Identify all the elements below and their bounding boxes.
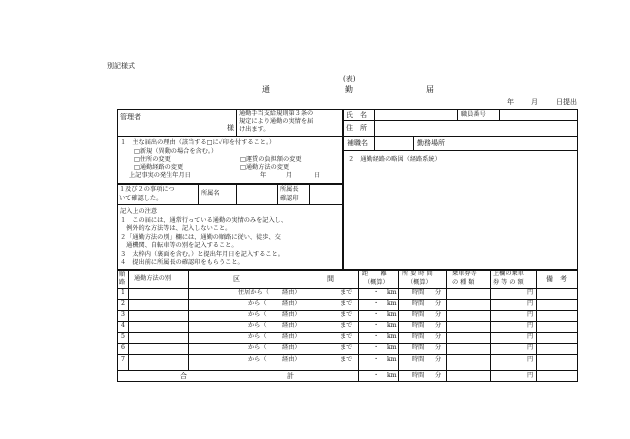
row-1-km: km	[387, 289, 397, 296]
sec1-opt-address: □住所の変更	[134, 156, 171, 163]
rule-col-distance	[398, 269, 399, 381]
row-3-to: まで	[340, 311, 353, 318]
row-3-min: 分	[435, 311, 442, 318]
th-order-2: 路	[119, 279, 126, 286]
sec1-opt-method: □通勤方法の変更	[240, 164, 290, 171]
row-2-hour: 時間	[412, 300, 425, 307]
rule-col-ticket	[490, 269, 491, 381]
row-2-from: から（	[248, 300, 267, 307]
name-label: 氏 名	[346, 111, 367, 119]
workplace-label: 勤務場所	[417, 139, 445, 147]
rule-top-section	[117, 136, 578, 137]
row-5-via: 経由）	[282, 333, 301, 340]
row-4-min: 分	[435, 322, 442, 329]
row-1-dot: ・	[373, 289, 380, 296]
row-7-yen: 円	[527, 356, 534, 363]
row-7-km: km	[387, 356, 397, 363]
rule-assist-label	[374, 136, 375, 150]
row-5-to: まで	[340, 333, 353, 340]
total-kei: 計	[287, 372, 294, 380]
rule-staffno-left	[457, 109, 458, 120]
confirm-text-2: いて確認した。	[119, 195, 163, 202]
rule-statement-left	[236, 109, 237, 136]
dept-name-label: 所属名	[201, 190, 220, 197]
row-3-via: 経由）	[282, 311, 301, 318]
row-7-from: から（	[248, 356, 267, 363]
date-month: 月	[531, 98, 538, 106]
rule-workplace-left	[413, 136, 414, 150]
rule-confirm-3	[277, 183, 278, 204]
sec1-day: 日	[314, 172, 321, 179]
th-ticket-2: の 種 類	[452, 279, 475, 286]
row-6-km: km	[387, 344, 397, 351]
rule-top	[117, 109, 578, 110]
row-1-no: 1	[121, 289, 125, 296]
row-1-min: 分	[435, 289, 442, 296]
row-3-dot: ・	[373, 311, 380, 318]
notes-line-6: ４ 提出前に所属長の確認印をもらうこと。	[120, 259, 244, 266]
sec1-heading: １ 主な届出の理由（該当する□に✓印を付すること。）	[120, 139, 276, 146]
date-year: 年	[507, 98, 514, 106]
row-1-from: 住居から（	[238, 289, 269, 296]
row-4-no: 4	[121, 322, 125, 329]
row-1-yen: 円	[527, 289, 534, 296]
th-section-ku: 区	[233, 275, 240, 283]
row-5-yen: 円	[527, 333, 534, 340]
row-6-min: 分	[435, 344, 442, 351]
row-2-to: まで	[340, 300, 353, 307]
statement-line-1: 通勤手当支給規則第３条の	[239, 110, 314, 117]
row-5-no: 5	[121, 333, 125, 340]
th-ticket-1: 乗車券等	[452, 270, 477, 277]
rule-center-thick	[342, 109, 344, 269]
th-order-1: 順	[119, 271, 126, 278]
statement-line-3: け出ます。	[239, 126, 270, 133]
row-5-hour: 時間	[412, 333, 425, 340]
row-4-yen: 円	[527, 322, 534, 329]
row-7-via: 経由）	[282, 356, 301, 363]
th-time-1: 所 要 時 間	[402, 270, 433, 277]
row-7-dot: ・	[373, 356, 380, 363]
row-3-km: km	[387, 311, 397, 318]
row-3-hour: 時間	[412, 311, 425, 318]
rule-assist-row	[343, 150, 578, 151]
row-7-no: 7	[121, 356, 125, 363]
notes-title: 記入上の注意	[120, 208, 158, 215]
address-label: 住 所	[346, 124, 367, 132]
th-fare-2: 券 等 の 額	[493, 279, 524, 286]
row-5-min: 分	[435, 333, 442, 340]
row-4-via: 経由）	[282, 322, 301, 329]
rule-bottom	[117, 381, 578, 382]
row-5-km: km	[387, 333, 397, 340]
statement-line-2: 規定により通勤の実情を届	[239, 118, 314, 125]
sec1-opt-fare: □運賃の負担額の変更	[240, 156, 302, 163]
row-2-via: 経由）	[282, 300, 301, 307]
row-6-hour: 時間	[412, 344, 425, 351]
assist-name-label: 補職名	[347, 139, 368, 147]
annex-label: 別記様式	[107, 62, 135, 70]
sec2-heading: ２ 通勤経路の略図（経路系統）	[348, 156, 441, 163]
rule-name-label	[374, 109, 375, 136]
notes-line-3: ２「通勤方法の別」欄には、通勤の順路に従い、徒歩、交	[120, 234, 281, 241]
row-3-from: から（	[248, 311, 267, 318]
th-remarks: 備 考	[546, 275, 567, 283]
date-day-submit: 日提出	[556, 98, 577, 106]
th-section-kan: 間	[327, 275, 334, 283]
row-1-to: まで	[340, 289, 353, 296]
row-4-from: から（	[248, 322, 267, 329]
row-2-yen: 円	[527, 300, 534, 307]
row-1-via: 経由）	[282, 289, 301, 296]
rule-col-method	[188, 269, 189, 371]
sec1-event-date: 上記事実の発生年月日	[129, 172, 191, 179]
stamp-label-1: 所属長	[280, 186, 299, 193]
rule-confirm-4	[309, 183, 310, 204]
confirm-text-1: １及び２の事項につ	[119, 186, 175, 193]
rule-name-row	[343, 120, 578, 121]
total-yen: 円	[527, 372, 534, 379]
rule-confirm-2	[236, 183, 237, 204]
rule-col-time	[446, 269, 447, 381]
title-char-3: 届	[426, 85, 434, 94]
total-min: 分	[435, 372, 442, 379]
total-dot: ・	[373, 372, 380, 379]
manager-sama: 様	[227, 124, 234, 132]
th-distance-2: （概算）	[364, 279, 389, 286]
total-go: 合	[180, 372, 187, 380]
row-2-min: 分	[435, 300, 442, 307]
row-5-dot: ・	[373, 333, 380, 340]
row-4-km: km	[387, 322, 397, 329]
rule-col-no	[128, 269, 129, 371]
row-3-no: 3	[121, 311, 125, 318]
row-6-dot: ・	[373, 344, 380, 351]
row-4-to: まで	[340, 322, 353, 329]
rule-col-section	[358, 269, 359, 381]
notes-line-4: 通機関、自転車等の別を記入すること。	[120, 242, 238, 249]
sec1-month: 月	[286, 172, 293, 179]
sec1-opt-new: □新規（異動の場合を含む。）	[134, 148, 218, 155]
stamp-label-2: 確認印	[280, 195, 299, 202]
rule-row-7	[117, 370, 578, 371]
row-1-hour: 時間	[412, 289, 425, 296]
rule-left	[117, 109, 118, 382]
th-fare-1: 上欄の乗車	[493, 270, 524, 277]
row-6-to: まで	[340, 344, 353, 351]
row-7-min: 分	[435, 356, 442, 363]
row-6-no: 6	[121, 344, 125, 351]
staff-no-label: 職員番号	[461, 111, 486, 118]
row-7-hour: 時間	[412, 356, 425, 363]
total-km: km	[387, 372, 397, 379]
row-6-yen: 円	[527, 344, 534, 351]
th-method: 通勤方法の別	[134, 275, 172, 282]
rule-staffno-right	[499, 109, 500, 120]
side-label: (表)	[343, 75, 356, 83]
rule-confirm-bottom	[117, 204, 343, 205]
row-2-no: 2	[121, 300, 125, 307]
rule-col-fare	[536, 269, 537, 381]
notes-line-2: 例外的な方法等は、記入しないこと。	[120, 225, 232, 232]
row-4-dot: ・	[373, 322, 380, 329]
row-5-from: から（	[248, 333, 267, 340]
row-2-dot: ・	[373, 300, 380, 307]
row-4-hour: 時間	[412, 322, 425, 329]
title-char-1: 通	[262, 85, 270, 94]
row-6-from: から（	[248, 344, 267, 351]
sec1-opt-route: □通勤経路の変更	[134, 164, 184, 171]
rule-row-6	[117, 354, 578, 355]
th-distance-1: 距 離	[362, 270, 387, 277]
notes-line-5: ３ 太枠内（裏面を含む。）と提出年月日を記入すること。	[120, 251, 284, 258]
row-6-via: 経由）	[282, 344, 301, 351]
title-char-2: 勤	[345, 85, 353, 94]
row-7-to: まで	[340, 356, 353, 363]
notes-line-1: １ この届には、通常行っている通勤の実情のみを記入し、	[120, 217, 288, 224]
total-hour: 時間	[412, 372, 425, 379]
manager-label: 管理者	[120, 113, 141, 121]
row-2-km: km	[387, 300, 397, 307]
row-3-yen: 円	[527, 311, 534, 318]
sec1-year: 年	[260, 172, 267, 179]
rule-confirm-1	[198, 183, 199, 204]
th-time-2: （概算）	[407, 279, 432, 286]
